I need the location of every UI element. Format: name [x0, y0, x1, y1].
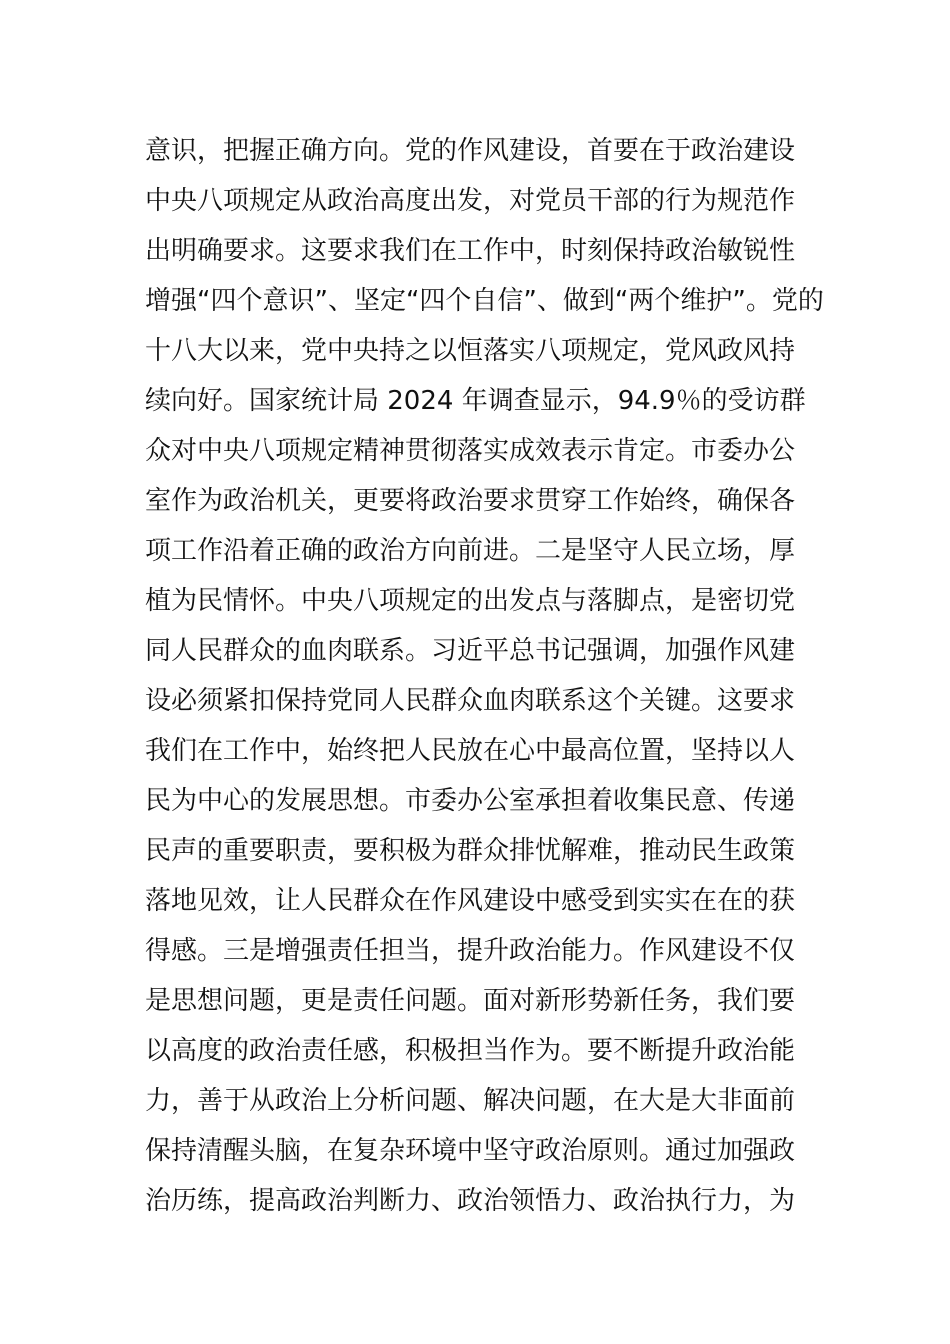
- text-line: 室作为政治机关，更要将政治要求贯穿工作始终，确保各: [145, 486, 796, 516]
- text-line: 治历练，提高政治判断力、政治领悟力、政治执行力，为: [145, 1186, 796, 1216]
- text-line: 众对中央八项规定精神贯彻落实成效表示肯定。市委办公: [145, 436, 796, 466]
- text-line: 以高度的政治责任感，积极担当作为。要不断提升政治能: [145, 1036, 796, 1066]
- text-line: 力，善于从政治上分析问题、解决问题，在大是大非面前: [145, 1086, 796, 1116]
- body-text: [145, 126, 825, 1226]
- text-line: 得感。三是增强责任担当，提升政治能力。作风建设不仅: [145, 936, 796, 966]
- text-line: 十八大以来，党中央持之以恒落实八项规定，党风政风持: [145, 336, 796, 366]
- text-line: 民声的重要职责，要积极为群众排忧解难，推动民生政策: [145, 836, 796, 866]
- text-line: 中央八项规定从政治高度出发，对党员干部的行为规范作: [145, 186, 796, 216]
- text-line: 落地见效，让人民群众在作风建设中感受到实实在在的获: [145, 886, 796, 916]
- text-line: 植为民情怀。中央八项规定的出发点与落脚点，是密切党: [145, 586, 796, 616]
- text-line: 续向好。国家统计局 2024 年调查显示，94.9％的受访群: [145, 386, 806, 416]
- text-line: 增强“四个意识”、坚定“四个自信”、做到“两个维护”。党的: [145, 286, 824, 316]
- text-line: 同人民群众的血肉联系。习近平总书记强调，加强作风建: [145, 636, 796, 666]
- text-line: 项工作沿着正确的政治方向前进。二是坚守人民立场，厚: [145, 536, 796, 566]
- text-line: 出明确要求。这要求我们在工作中，时刻保持政治敏锐性: [145, 236, 796, 266]
- text-line: 是思想问题，更是责任问题。面对新形势新任务，我们要: [145, 986, 796, 1016]
- text-line: 我们在工作中，始终把人民放在心中最高位置，坚持以人: [145, 736, 796, 766]
- text-line: 意识，把握正确方向。党的作风建设，首要在于政治建设: [145, 136, 796, 166]
- text-line: 民为中心的发展思想。市委办公室承担着收集民意、传递: [145, 786, 796, 816]
- text-line: 保持清醒头脑，在复杂环境中坚守政治原则。通过加强政: [145, 1136, 796, 1166]
- text-line: 设必须紧扣保持党同人民群众血肉联系这个关键。这要求: [145, 686, 796, 716]
